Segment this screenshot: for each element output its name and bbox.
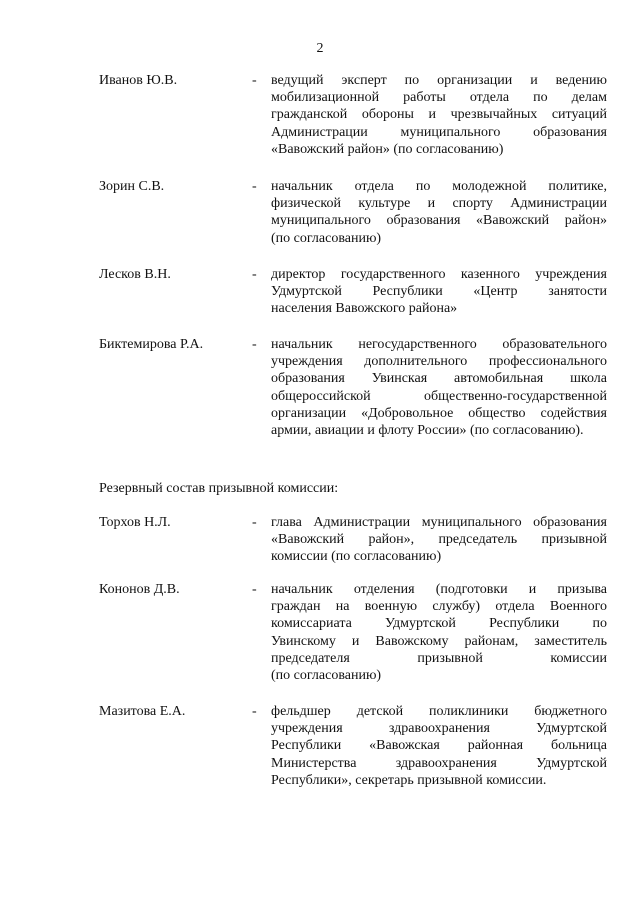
member-name: Иванов Ю.В.	[99, 73, 178, 88]
description-line: ведущий эксперт по организации и ведению	[271, 73, 607, 88]
description-line: (по согласованию)	[271, 667, 382, 683]
list-dash: -	[252, 73, 257, 88]
description-line: фельдшер детской поликлиники бюджетного	[271, 704, 607, 719]
description-line: комиссариата Удмуртской Республики по	[271, 616, 607, 632]
member-name: Зорин С.В.	[99, 179, 165, 194]
description-line: «Вавожский район», председатель призывной	[271, 532, 607, 548]
description-line: Республики «Вавожская районная больница	[271, 738, 607, 754]
description-line: глава Администрации муниципального образования	[271, 515, 607, 530]
description-line: (по согласованию)	[271, 230, 382, 246]
description-line: начальник отделения (подготовки и призыва	[271, 582, 607, 597]
description-line: Министерства здравоохранения Удмуртской	[271, 755, 607, 771]
member-name: Торхов Н.Л.	[99, 515, 171, 530]
description-line: начальник отдела по молодежной политике,	[271, 179, 607, 194]
description-line: Республики», секретарь призывной комиссии.	[271, 772, 547, 788]
member-description	[271, 703, 607, 789]
list-dash: -	[252, 582, 257, 597]
description-line: начальник негосударственного образовательного	[271, 337, 607, 352]
description-line: образования Увинская автомобильная школа	[271, 371, 607, 387]
description-line: Увинскому и Вавожскому районам, заместитель	[271, 633, 607, 649]
description-line: председателя призывной комиссии	[271, 650, 607, 666]
description-line: граждан на военную службу) отдела Военного	[271, 599, 607, 615]
member-name: Мазитова Е.А.	[99, 704, 186, 719]
member-name: Кононов Д.В.	[99, 582, 180, 597]
description-line: муниципального образования «Вавожский район»	[271, 213, 607, 229]
description-line: общероссийской общественно-государственной	[271, 388, 607, 404]
description-line: комиссии (по согласованию)	[271, 549, 442, 565]
page-number: 2	[316, 41, 324, 56]
description-line: директор государственного казенного учреждения	[271, 267, 607, 282]
description-line: организации «Добровольное общество содействия	[271, 405, 607, 421]
list-dash: -	[252, 179, 257, 194]
member-name: Биктемирова Р.А.	[99, 337, 204, 352]
description-line: Администрации муниципального образования	[271, 124, 607, 140]
reserve-heading: Резервный состав призывной комиссии:	[99, 481, 339, 496]
list-dash: -	[252, 337, 257, 352]
member-description	[271, 266, 607, 318]
description-line: учреждения здравоохранения Удмуртской	[271, 721, 607, 737]
list-dash: -	[252, 515, 257, 530]
member-description	[271, 336, 607, 439]
description-line: гражданской обороны и чрезвычайных ситуаций	[271, 107, 607, 123]
member-name: Лесков В.Н.	[99, 267, 171, 282]
description-line: Удмуртской Республики «Центр занятости	[271, 284, 607, 300]
description-line: «Вавожский район» (по согласованию)	[271, 141, 504, 157]
description-line: учреждения дополнительного профессионального	[271, 354, 607, 370]
member-description	[271, 581, 607, 684]
list-dash: -	[252, 704, 257, 719]
member-description	[271, 514, 607, 566]
member-description	[271, 72, 607, 158]
description-line: армии, авиации и флоту России» (по согласованию).	[271, 422, 584, 438]
member-description	[271, 178, 607, 247]
description-line: населения Вавожского района»	[271, 301, 458, 317]
description-line: физической культуре и спорту Администрации	[271, 196, 607, 212]
description-line: мобилизационной работы отдела по делам	[271, 90, 607, 106]
list-dash: -	[252, 267, 257, 282]
